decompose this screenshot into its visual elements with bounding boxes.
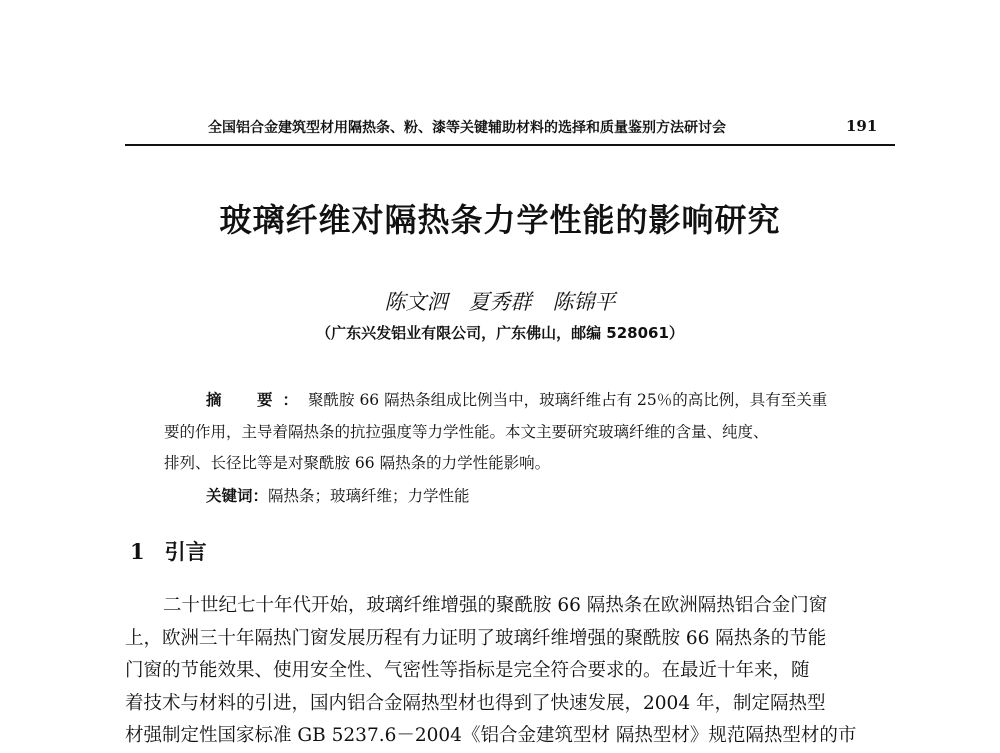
body-line: 材强制定性国家标准 GB 5237.6－2004《铝合金建筑型材 隔热型材》规范隔热型材的市 bbox=[125, 725, 857, 746]
body-line: 二十世纪七十年代开始，玻璃纤维增强的聚酰胺 66 隔热条在欧洲隔热铝合金门窗 bbox=[163, 595, 828, 616]
paper-title: 玻璃纤维对隔热条力学性能的影响研究 bbox=[219, 201, 781, 239]
abstract bbox=[164, 385, 861, 480]
keywords bbox=[206, 484, 470, 506]
abstract-line-3: 排列、长径比等是对聚酰胺 66 隔热条的力学性能影响。 bbox=[164, 454, 551, 472]
header-rule bbox=[125, 144, 895, 146]
section-heading bbox=[130, 536, 207, 566]
page-number: 191 bbox=[846, 117, 878, 135]
body-line: 门窗的节能效果、使用安全性、气密性等指标是完全符合要求的。在最近十年来，随 bbox=[125, 660, 810, 681]
keywords-text: 隔热条；玻璃纤维；力学性能 bbox=[268, 487, 470, 505]
abstract-line-1 bbox=[206, 385, 861, 417]
running-header: 全国铝合金建筑型材用隔热条、粉、漆等关键辅助材料的选择和质量鉴别方法研讨会 bbox=[208, 120, 726, 136]
abstract-label: 摘 要： bbox=[206, 391, 309, 409]
body-line: 上，欧洲三十年隔热门窗发展历程有力证明了玻璃纤维增强的聚酰胺 66 隔热条的节能 bbox=[125, 627, 827, 649]
abstract-text: 聚酰胺 66 隔热条组成比例当中，玻璃纤维占有 25％的高比例，具有至关重 bbox=[308, 391, 828, 409]
keywords-label: 关键词： bbox=[206, 487, 269, 505]
section-title: 引言 bbox=[164, 540, 207, 564]
abstract-line-2: 要的作用，主导着隔热条的抗拉强度等力学性能。本文主要研究玻璃纤维的含量、纯度、 bbox=[164, 422, 769, 441]
affiliation: （广东兴发铝业有限公司，广东佛山，邮编 528061） bbox=[316, 324, 684, 342]
author-list: 陈文泗 夏秀群 陈锦平 bbox=[384, 290, 616, 314]
body-line: 着技术与材料的引进，国内铝合金隔热型材也得到了快速发展，2004 年，制定隔热型 bbox=[125, 692, 826, 714]
section-number: 1 bbox=[130, 539, 145, 564]
body-paragraph bbox=[125, 590, 890, 753]
